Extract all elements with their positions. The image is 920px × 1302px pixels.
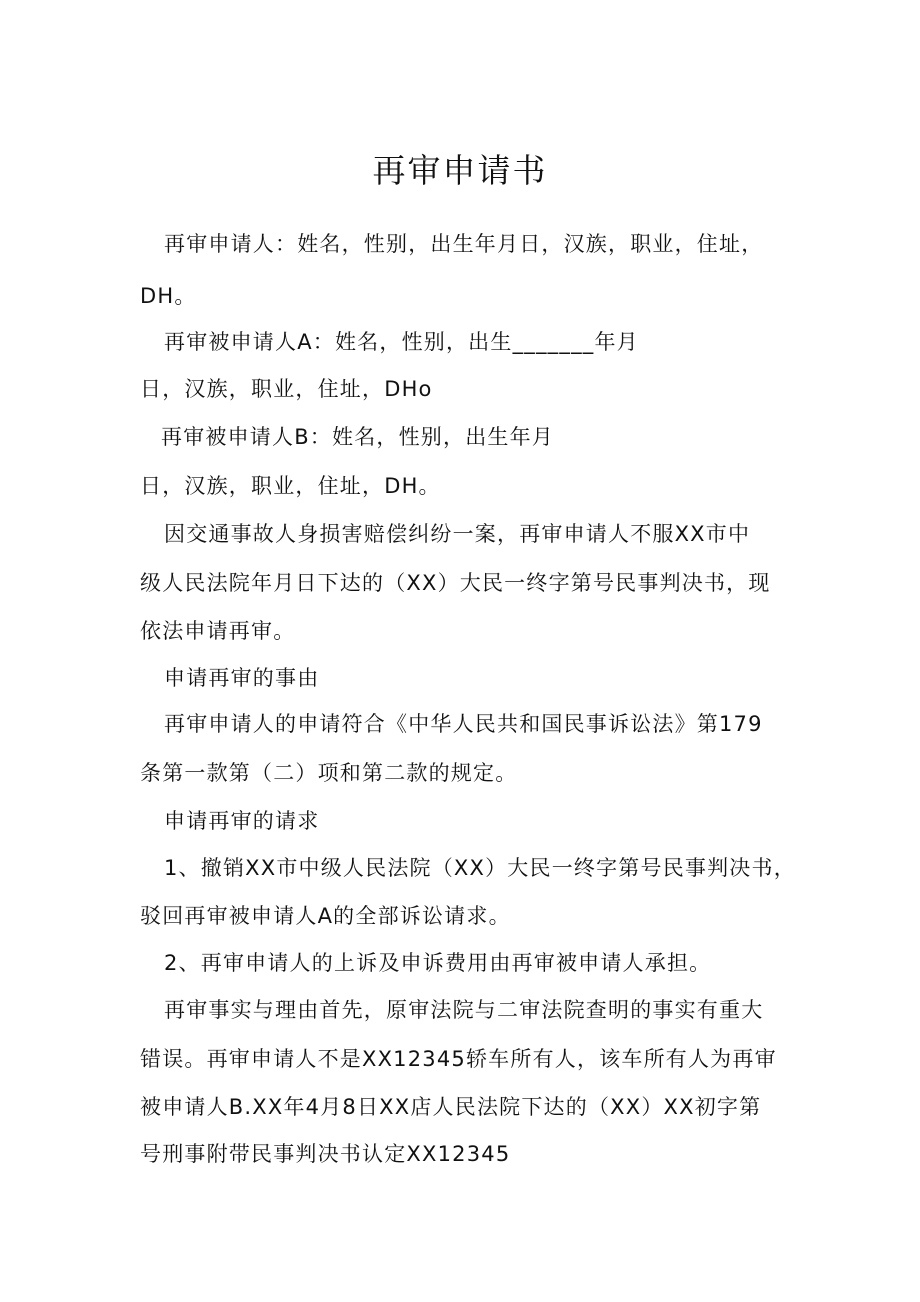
- paragraph-line-facts-2: 错误。再审申请人不是XX12345轿车所有人，该车所有人为再审: [140, 1047, 777, 1071]
- paragraph-line-facts-1: 再审事实与理由首先，原审法院与二审法院查明的事实有重大: [164, 998, 764, 1022]
- paragraph-line-facts-4: 号刑事附带民事判决书认定XX12345: [140, 1142, 511, 1166]
- paragraph-line-grounds-2: 条第一款第（二）项和第二款的规定。: [140, 761, 518, 785]
- paragraph-line-applicant-cont: DH。: [140, 284, 197, 308]
- paragraph-line-facts-3: 被申请人B.XX年4月8日XX店人民法院下达的（XX）XX初字第: [140, 1095, 762, 1119]
- paragraph-line-case-1: 因交通事故人身损害赔偿纠纷一案，再审申请人不服XX市中: [164, 522, 751, 546]
- request-item-1-cont: 驳回再审被申请人A的全部诉讼请求。: [140, 904, 511, 928]
- paragraph-line-case-2: 级人民法院年月日下达的（XX）大民一终字第号民事判决书，现: [140, 571, 771, 595]
- paragraph-line-grounds-1: 再审申请人的申请符合《中华人民共和国民事诉讼法》第179: [164, 712, 763, 736]
- paragraph-line-respondent-a: 再审被申请人A：姓名，性别，出生_______年月: [164, 330, 639, 354]
- paragraph-line-case-3: 依法申请再审。: [140, 619, 296, 643]
- request-item-2: 2、再审申请人的上诉及申诉费用由再审被申请人承担。: [164, 951, 712, 975]
- paragraph-line-respondent-b: 再审被申请人B：姓名，性别，出生年月: [161, 425, 555, 449]
- paragraph-line-respondent-a-cont: 日，汉族，职业，住址，DHo: [140, 377, 433, 401]
- paragraph-line-applicant: 再审申请人：姓名，性别，出生年月日，汉族，职业，住址，: [164, 232, 764, 256]
- document-title: 再审申请书: [372, 151, 548, 190]
- request-item-1: 1、撤销XX市中级人民法院（XX）大民一终字第号民事判决书，: [164, 856, 796, 880]
- paragraph-line-respondent-b-cont: 日，汉族，职业，住址，DH。: [140, 474, 441, 498]
- section-heading-grounds: 申请再审的事由: [164, 666, 320, 690]
- section-heading-requests: 申请再审的请求: [164, 809, 320, 833]
